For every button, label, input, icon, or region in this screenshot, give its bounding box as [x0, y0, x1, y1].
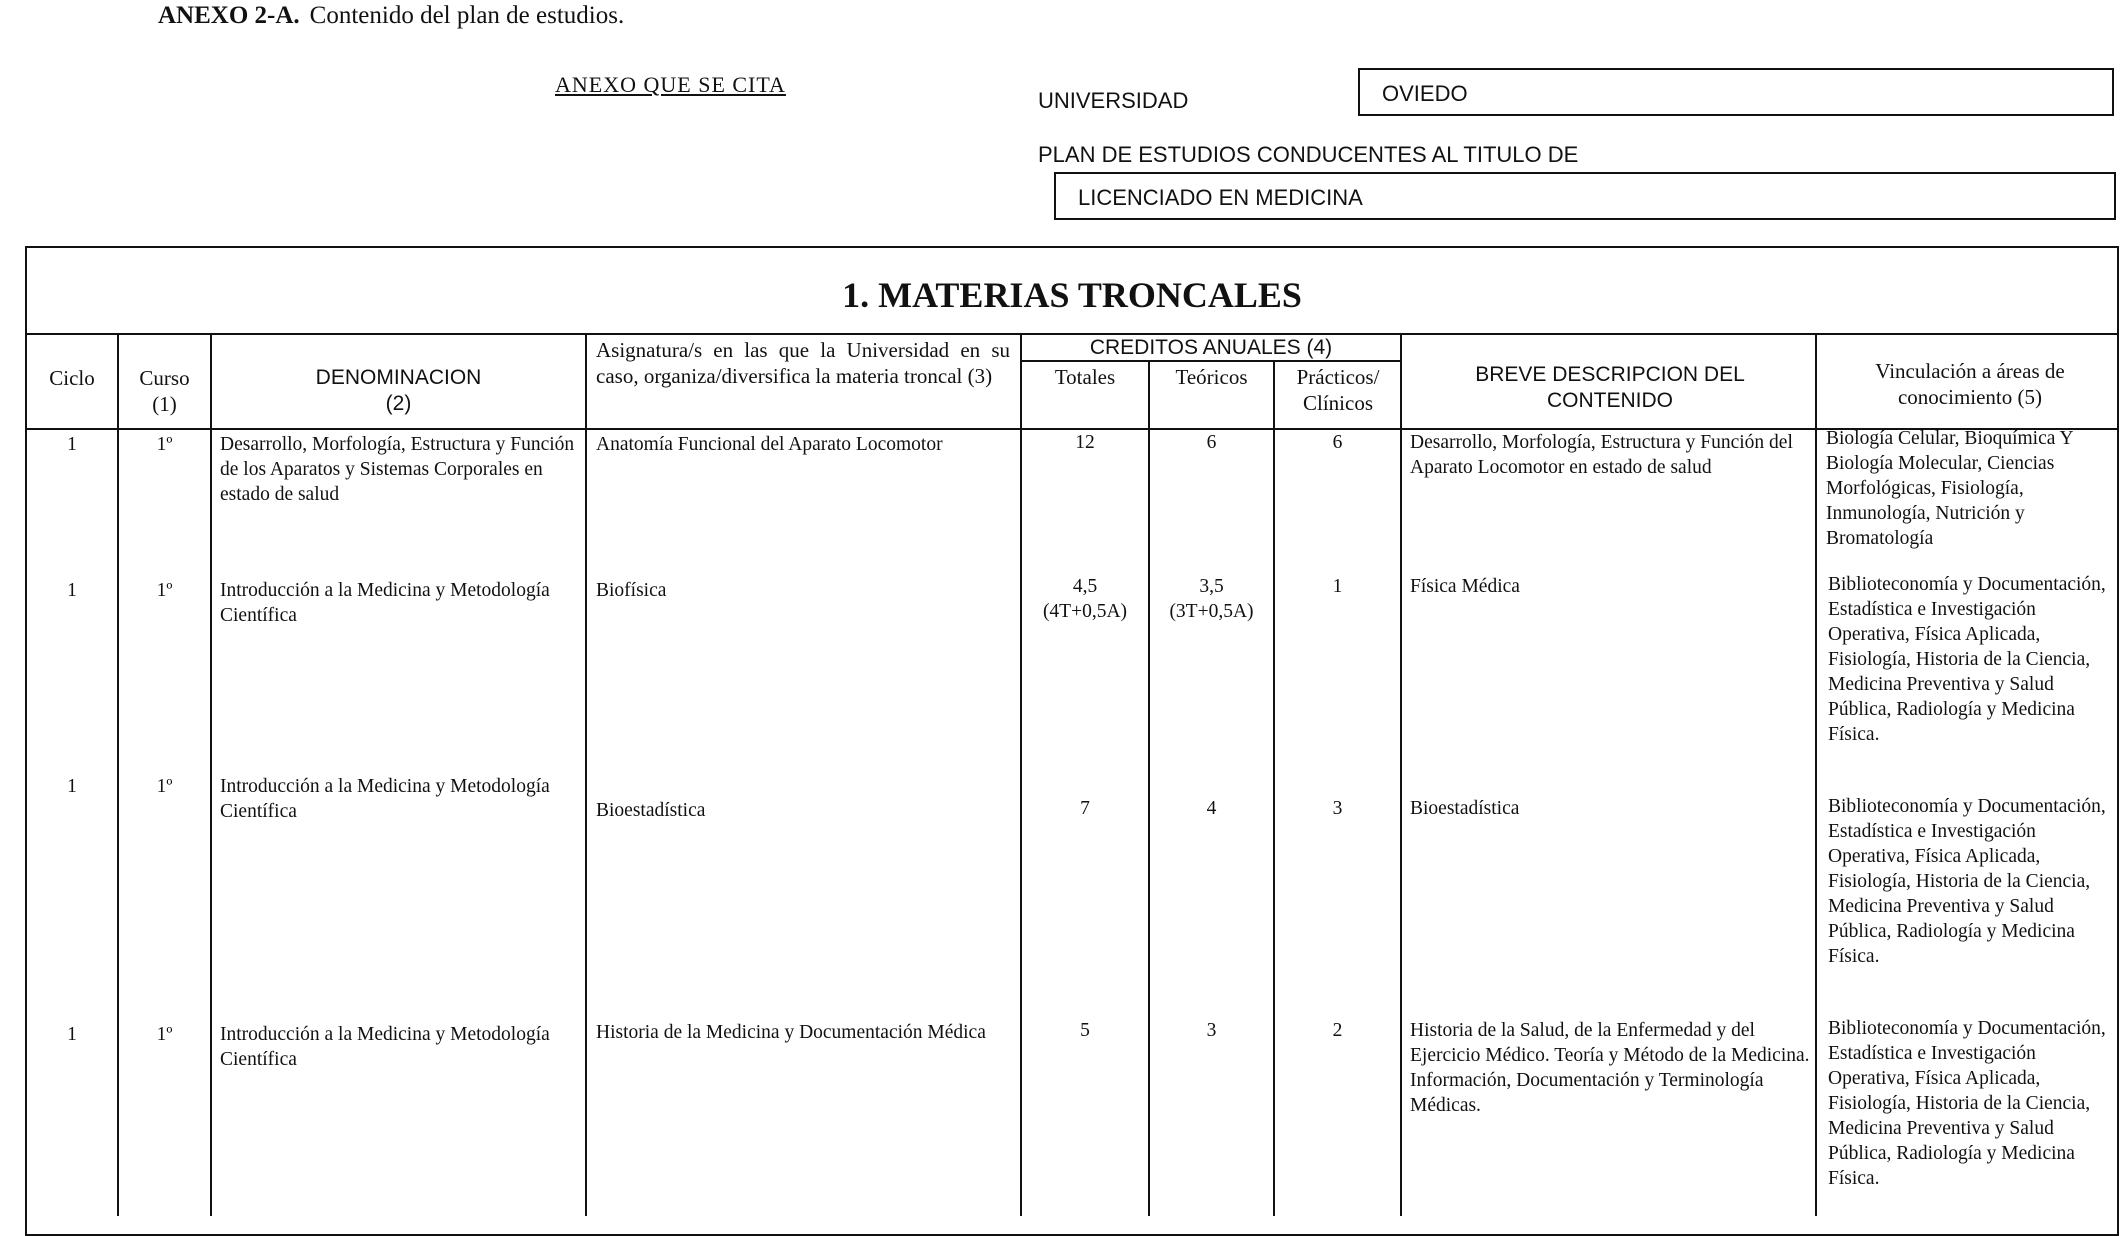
header-denominacion [212, 365, 585, 417]
table-row-cell-curso: 1º [156, 1024, 173, 1045]
header-descripcion: BREVE DESCRIPCION DEL CONTENIDO [1475, 363, 1745, 412]
table-row-cell-descripcion: Física Médica [1410, 576, 1520, 597]
table-row-cell-practicos: 1 [1332, 576, 1343, 597]
col-divider-curso [210, 333, 212, 1216]
table-row-cell-curso: 1º [156, 434, 173, 455]
col-divider-creditos [1400, 333, 1402, 1216]
totales-sub: (4T+0,5A) [1042, 601, 1128, 622]
section-title: 1. MATERIAS TRONCALES [842, 275, 1302, 315]
totales-value: 5 [1080, 1020, 1090, 1041]
table-row-cell-vinculacion: Biología Celular, Bioquímica Y Biología Molecular, Ciencias Morfológicas, Fisiología, Inmunología, Nutrición y Bromatología [1826, 428, 2073, 549]
col-divider-descripcion [1815, 333, 1817, 1216]
table-row-cell-descripcion: Bioestadística [1410, 798, 1520, 819]
table-row-cell-teoricos [1150, 1018, 1273, 1043]
table-row-cell-asignatura: Bioestadística [596, 800, 706, 821]
table-row-cell-practicos: 3 [1332, 798, 1343, 819]
totales-value: 7 [1080, 798, 1090, 819]
header-denominacion-label: DENOMINACION [315, 366, 482, 389]
table-row-cell-practicos: 2 [1332, 1020, 1343, 1041]
header-practicos: Prácticos/ Clínicos [1296, 365, 1380, 415]
annex-caption: Contenido del plan de estudios. [309, 2, 625, 29]
col-divider-totales [1148, 360, 1150, 1216]
header-curso-ref: (1) [152, 392, 177, 416]
table-row-cell-denominacion: Introducción a la Medicina y Metodología Científica [220, 776, 550, 822]
header-teoricos: Teóricos [1175, 365, 1248, 389]
header-curso-label: Curso [139, 366, 190, 390]
table-row-cell-denominacion: Introducción a la Medicina y Metodología Científica [220, 1024, 550, 1070]
table-row-cell-asignatura: Historia de la Medicina y Documentación Médica [596, 1022, 986, 1043]
table-row-cell-denominacion: Introducción a la Medicina y Metodología Científica [220, 580, 550, 626]
table-row-cell-ciclo: 1 [67, 580, 77, 601]
table-row-cell-curso: 1º [156, 776, 173, 797]
teoricos-value: 3 [1206, 1020, 1217, 1041]
table-row-cell-descripcion: Historia de la Salud, de la Enfermedad y del Ejercicio Médico. Teoría y Método de la Medicina. Información, Documentación y Terminología Médicas. [1410, 1020, 1810, 1116]
header-totales: Totales [1054, 365, 1116, 389]
university-label: UNIVERSIDAD [1038, 88, 1189, 113]
table-row-cell-vinculacion: Biblioteconomía y Documentación, Estadística e Investigación Operativa, Física Aplicada, Fisiología, Historia de la Ciencia, Medicina Preventiva y Salud Pública, Radiología y Medicina Física. [1828, 574, 2106, 745]
teoricos-sub: (3T+0,5A) [1169, 601, 1254, 622]
table-row-cell-teoricos [1150, 574, 1273, 624]
table-row-cell-totales [1022, 796, 1148, 821]
table-row-cell-denominacion: Desarrollo, Morfología, Estructura y Función de los Aparatos y Sistemas Corporales en estado de salud [220, 434, 575, 505]
table-row-cell-ciclo: 1 [67, 434, 77, 455]
annex-cita-label: ANEXO QUE SE CITA [555, 72, 786, 97]
table-row-cell-vinculacion: Biblioteconomía y Documentación, Estadística e Investigación Operativa, Física Aplicada, Fisiología, Historia de la Ciencia, Medicina Preventiva y Salud Pública, Radiología y Medicina Física. [1828, 796, 2106, 967]
col-divider-teoricos [1273, 360, 1275, 1216]
totales-value: 4,5 [1072, 576, 1098, 597]
teoricos-value: 4 [1206, 798, 1217, 819]
table-row-cell-asignatura: Biofísica [596, 580, 667, 601]
degree-title-box: LICENCIADO EN MEDICINA [1054, 172, 2116, 220]
col-divider-denominacion [585, 333, 587, 1216]
table-row-cell-totales [1022, 430, 1148, 455]
annex-code: ANEXO 2-A. [158, 2, 300, 29]
table-row-cell-totales [1022, 574, 1148, 624]
teoricos-value: 6 [1206, 432, 1217, 453]
table-row-cell-teoricos [1150, 796, 1273, 821]
annex-heading [158, 2, 624, 30]
table-row-cell-teoricos [1150, 430, 1273, 455]
header-vinculacion: Vinculación a áreas de conocimiento (5) [1875, 359, 2065, 409]
teoricos-value: 3,5 [1199, 576, 1224, 597]
header-asignatura: Asignatura/s en las que la Universidad en su caso, organiza/diversifica la materia troncal (3) [596, 338, 1010, 388]
table-row-cell-asignatura: Anatomía Funcional del Aparato Locomotor [596, 434, 943, 455]
table-row-cell-practicos: 6 [1332, 432, 1343, 453]
header-denominacion-ref: (2) [385, 392, 412, 415]
university-value-box: OVIEDO [1358, 68, 2114, 116]
header-curso [119, 365, 210, 417]
header-creditos: CREDITOS ANUALES (4) [1089, 336, 1333, 359]
table-row-cell-totales [1022, 1018, 1148, 1043]
col-divider-asignatura [1020, 333, 1022, 1216]
header-ciclo: Ciclo [49, 366, 95, 390]
table-row-cell-ciclo: 1 [67, 776, 77, 797]
table-row-cell-descripcion: Desarrollo, Morfología, Estructura y Función del Aparato Locomotor en estado de salud [1410, 432, 1793, 478]
totales-value: 12 [1075, 432, 1095, 453]
table-row-cell-vinculacion: Biblioteconomía y Documentación, Estadística e Investigación Operativa, Física Aplicada, Fisiología, Historia de la Ciencia, Medicina Preventiva y Salud Pública, Radiología y Medicina Física. [1828, 1018, 2106, 1189]
plan-label: PLAN DE ESTUDIOS CONDUCENTES AL TITULO DE [1038, 142, 1579, 167]
table-row-cell-ciclo: 1 [67, 1024, 77, 1045]
table-row-cell-curso: 1º [156, 580, 173, 601]
